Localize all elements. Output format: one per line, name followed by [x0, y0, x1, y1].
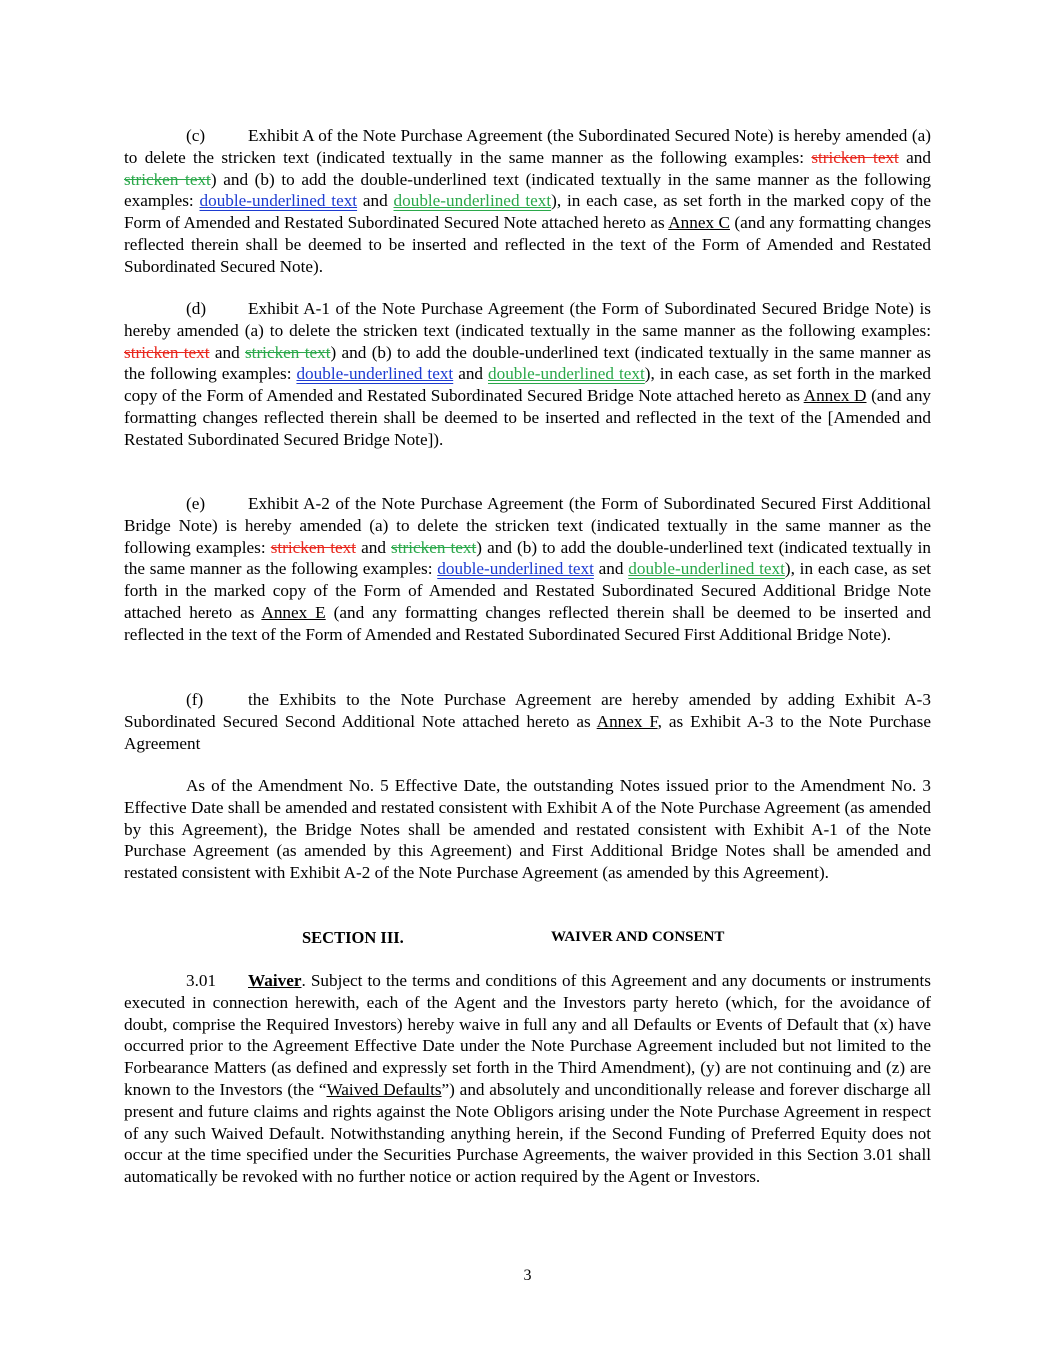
paragraph-f: [124, 689, 931, 754]
paragraph-f-text-1: the Exhibits to the Note Purchase Agreement are hereby amended by adding Exhibit A-3 Subordinated Secured Second Additional Note attached hereto as: [124, 690, 931, 731]
paragraph-e: [124, 493, 931, 646]
paragraph-e-text-3: ), in each case, as set forth in the marked copy of the Form of Amended and Restated Subordinated Secured Additional Bridge Note attached hereto as: [124, 559, 931, 622]
paragraph-e-text-1: Exhibit A-2 of the Note Purchase Agreement (the Form of Subordinated Secured First Additional Bridge Note) is hereby amended (a) to delete the stricken text (indicated textually in the same manner as the following examples:: [124, 494, 931, 557]
annex-f-reference: Annex F: [596, 711, 658, 731]
paragraph-c-text-4: (and any formatting changes reflected therein shall be deemed to be inserted and reflected in the text of the Form of Amended and Restated Subordinated Secured Note).: [124, 213, 932, 276]
paragraph-c-label: (c): [186, 126, 206, 145]
annex-e-reference: Annex E: [261, 602, 326, 622]
paragraph-c: [124, 125, 931, 278]
stricken-example-green: stricken text: [124, 169, 211, 189]
paragraph-d-label: (d): [186, 299, 207, 318]
double-underlined-example-green: double-underlined text: [488, 364, 645, 384]
paragraph-3-01-text-2: ”) and absolutely and unconditionally release and forever discharge all present and future claims and rights against the Note Obligors arising under the Note Purchase Agreement in respect of any such Waived Default. Notwithstanding anything herein, if the Second Funding of Preferred Equity does not occur at the time specified under the Securities Purchase Agreements, the waiver provided in this Section 3.01 shall automatically be revoked with no further notice or action required by the Agent or Investors.: [124, 1079, 932, 1187]
double-underlined-example-green: double-underlined text: [628, 559, 785, 579]
paragraph-d: [124, 298, 931, 451]
connector-text: and: [453, 364, 488, 384]
connector-text: and: [898, 147, 931, 167]
paragraph-c-text-3: ), in each case, as set forth in the marked copy of the Form of Amended and Restated Subordinated Secured Note attached hereto as: [124, 191, 931, 233]
double-underlined-example-blue: double-underlined text: [437, 559, 594, 579]
section-title: WAIVER AND CONSENT: [551, 929, 725, 945]
connector-text: and: [357, 191, 394, 211]
paragraph-f-label: (f): [186, 690, 204, 709]
connector-text: and: [356, 537, 392, 557]
paragraph-e-text-2: ) and (b) to add the double-underlined text (indicated textually in the same manner as the following examples:: [124, 537, 931, 579]
paragraph-f-text-2: , as Exhibit A-3 to the Note Purchase Agreement: [124, 711, 931, 753]
waived-defaults-term: Waived Defaults: [326, 1079, 442, 1099]
double-underlined-example-green: double-underlined text: [393, 191, 552, 211]
stricken-example-red: stricken text: [124, 342, 210, 362]
section-number: SECTION III.: [302, 928, 404, 947]
stricken-example-green: stricken text: [391, 537, 477, 557]
waiver-heading: Waiver: [248, 971, 302, 990]
stricken-example-red: stricken text: [811, 147, 899, 167]
stricken-example-red: stricken text: [270, 537, 356, 557]
paragraph-d-text-4: (and any formatting changes reflected therein shall be deemed to be inserted and reflected in the text of the [Amended and Restated Subordinated Secured Bridge Note]).: [124, 386, 932, 449]
paragraph-3-01-label: 3.01: [186, 971, 217, 990]
stricken-example-green: stricken text: [244, 342, 331, 362]
page-number: 3: [523, 1267, 532, 1284]
paragraph-e-label: (e): [186, 494, 206, 513]
connector-text: and: [209, 342, 245, 362]
paragraph-c-text-2: ) and (b) to add the double-underlined text (indicated textually in the same manner as the following examples:: [124, 169, 932, 211]
paragraph-d-text-2: ) and (b) to add the double-underlined text (indicated textually in the same manner as the following examples:: [124, 342, 931, 384]
double-underlined-example-blue: double-underlined text: [199, 191, 358, 211]
annex-d-reference: Annex D: [803, 386, 867, 406]
paragraph-d-text-3: ), in each case, as set forth in the marked copy of the Form of Amended and Restated Subordinated Secured Bridge Note attached hereto as: [124, 364, 932, 406]
paragraph-e-text-4: (and any formatting changes reflected therein shall be deemed to be inserted and reflected in the text of the Form of Amended and Restated Subordinated Secured First Additional Bridge Note).: [124, 602, 932, 644]
paragraph-c-text-1: Exhibit A of the Note Purchase Agreement (the Subordinated Secured Note) is hereby amended (a) to delete the stricken text (indicated textually in the same manner as the following examples:: [124, 126, 931, 167]
connector-text: and: [593, 559, 629, 579]
double-underlined-example-blue: double-underlined text: [296, 364, 454, 384]
paragraph-d-text-1: Exhibit A-1 of the Note Purchase Agreement (the Form of Subordinated Secured Bridge Note) is hereby amended (a) to delete the stricken text (indicated textually in the same manner as the following examples:: [124, 299, 931, 340]
paragraph-3-01: [124, 970, 931, 1188]
annex-c-reference: Annex C: [668, 213, 730, 233]
paragraph-3-01-text-1: . Subject to the terms and conditions of this Agreement and any documents or instruments executed in connection herewith, each of the Agent and the Investors party hereto (which, for the avoidance of doubt, comprise the Required Investors) hereby waive in full any and all Defaults or Events of Default that (x) have occurred prior to the Agreement Effective Date under the Note Purchase Agreement included but not limited to the Forbearance Matters (as defined and expressly set forth in the Third Amendment), (y) are not continuing and (z) are known to the Investors (the “: [124, 971, 931, 1099]
paragraph-effective-date: As of the Amendment No. 5 Effective Date, the outstanding Notes issued prior to the Amendment No. 3 Effective Date shall be amended and restated consistent with Exhibit A of the Note Purchase Agreement (as amended by this Agreement), the Bridge Notes shall be amended and restated consistent with Exhibit A-1 of the Note Purchase Agreement (as amended by this Agreement) and First Additional Bridge Notes shall be amended and restated consistent with Exhibit A-2 of the Note Purchase Agreement (as amended by this Agreement).: [124, 776, 931, 883]
